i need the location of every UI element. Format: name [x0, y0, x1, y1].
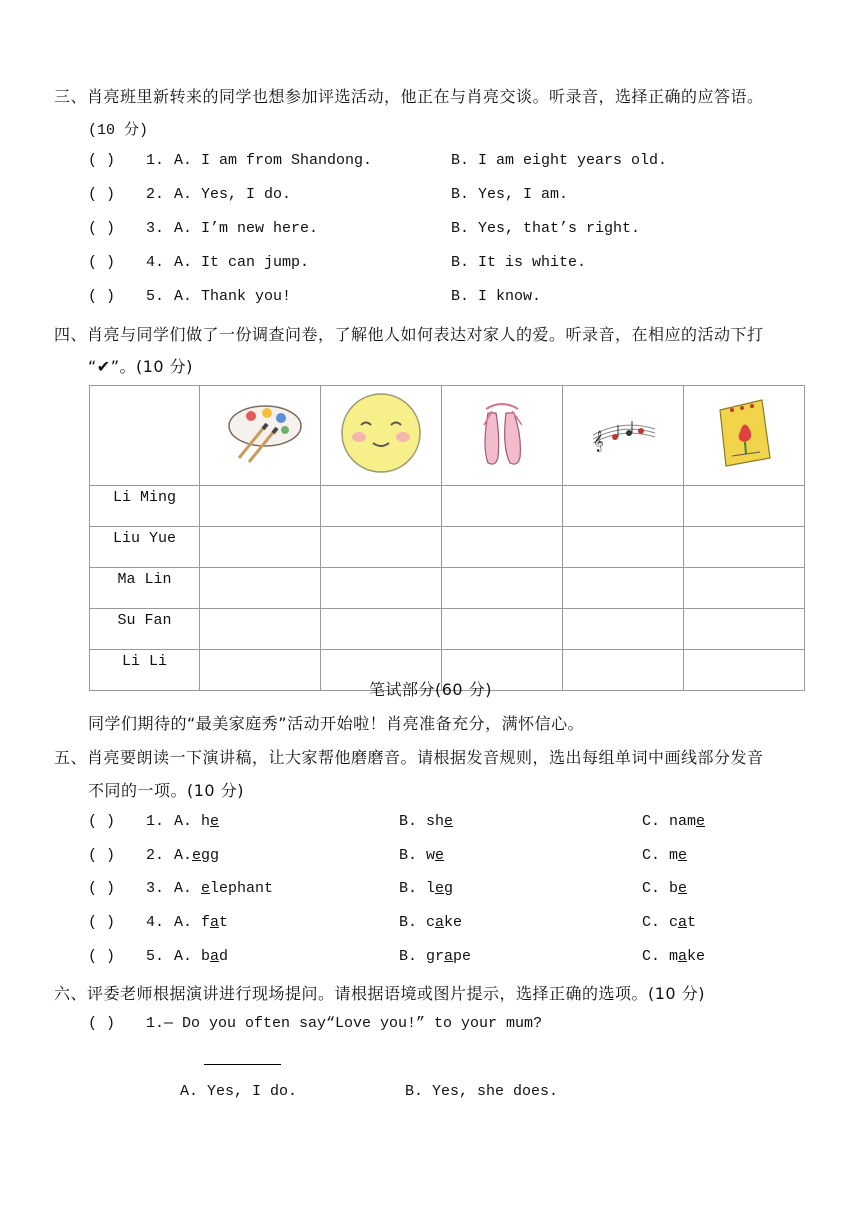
option-a[interactable] — [174, 813, 219, 830]
question-number: 3. — [146, 880, 165, 897]
answer-cell[interactable] — [321, 486, 442, 527]
question-text: 1.— Do you often say“Love you!” to your mum? — [146, 1015, 543, 1032]
section5-heading: 五、肖亮要朗读一下演讲稿，让大家帮他磨磨音。请根据发音规则，选出每组单词中画线部分发音 — [54, 748, 764, 767]
underlined-letter: e — [444, 813, 454, 830]
underlined-letter: e — [696, 813, 706, 830]
option-b[interactable] — [399, 813, 453, 830]
section5-heading2: 不同的一项。(10 分) — [88, 781, 244, 800]
option-prefix: B. w — [399, 847, 436, 864]
answer-bracket[interactable]: ( ) — [88, 847, 116, 864]
underlined-letter: e — [678, 880, 688, 897]
option-suffix: gg — [201, 847, 220, 864]
answer-cell[interactable] — [563, 486, 684, 527]
option-suffix: g — [444, 880, 454, 897]
answer-cell[interactable] — [563, 527, 684, 568]
question-number: 1. — [146, 152, 165, 169]
answer-cell[interactable] — [563, 609, 684, 650]
answer-cell[interactable] — [321, 527, 442, 568]
option-prefix: C. b — [642, 880, 679, 897]
table-row-label: Liu Yue — [90, 527, 200, 568]
question-row — [88, 152, 788, 174]
underlined-letter: a — [435, 914, 445, 931]
option-a[interactable] — [174, 948, 228, 965]
section6-heading: 六、评委老师根据演讲进行现场提问。请根据语境或图片提示，选择正确的选项。(10 分) — [54, 984, 705, 1003]
underlined-letter: e — [435, 847, 445, 864]
option-suffix: t — [687, 914, 697, 931]
intro-text: 同学们期待的“最美家庭秀”活动开始啦！肖亮准备充分，满怀信心。 — [88, 714, 585, 733]
answer-bracket[interactable]: ( ) — [88, 948, 116, 965]
underlined-letter: a — [210, 948, 220, 965]
answer-bracket[interactable]: ( ) — [88, 813, 116, 830]
option-c[interactable] — [642, 914, 696, 931]
question-row — [88, 186, 788, 208]
option-b[interactable]: B. It is white. — [451, 254, 587, 271]
option-b[interactable]: B. Yes, that’s right. — [451, 220, 641, 237]
question-row — [88, 254, 788, 276]
palette-cell[interactable] — [200, 386, 321, 486]
answer-cell[interactable] — [200, 527, 321, 568]
option-suffix: lephant — [210, 880, 274, 897]
option-a[interactable] — [174, 914, 228, 931]
answer-cell[interactable] — [684, 609, 805, 650]
question-number: 5. — [146, 288, 165, 305]
underlined-letter: a — [678, 914, 688, 931]
question-row — [88, 914, 808, 936]
music-notes-icon — [587, 413, 659, 453]
option-prefix: C. m — [642, 948, 679, 965]
option-a[interactable]: A. It can jump. — [174, 254, 310, 271]
underlined-letter: a — [444, 948, 454, 965]
ballet-shoes-icon — [472, 397, 532, 469]
option-prefix: A. — [174, 847, 193, 864]
table-row-label: Li Ming — [90, 486, 200, 527]
section3-score: (10 分) — [88, 122, 149, 139]
greeting-card-cell[interactable] — [684, 386, 805, 486]
option-prefix: A. — [174, 880, 202, 897]
question-number: 2. — [146, 847, 165, 864]
answer-cell[interactable] — [442, 486, 563, 527]
underlined-letter: e — [678, 847, 688, 864]
option-prefix: A. b — [174, 948, 211, 965]
option-c[interactable] — [642, 847, 687, 864]
question-number: 4. — [146, 254, 165, 271]
option-prefix: B. gr — [399, 948, 445, 965]
answer-cell[interactable] — [684, 527, 805, 568]
underlined-letter: a — [210, 914, 220, 931]
option-b[interactable]: B. Yes, I am. — [451, 186, 569, 203]
answer-bracket[interactable]: ( ) — [88, 1015, 116, 1032]
section4-heading2: “✔”。(10 分) — [88, 357, 193, 376]
music-notes-cell[interactable] — [563, 386, 684, 486]
option-a[interactable]: A. I’m new here. — [174, 220, 319, 237]
option-a[interactable]: A. Thank you! — [174, 288, 292, 305]
option-b[interactable] — [399, 914, 462, 931]
underlined-letter: e — [201, 880, 211, 897]
option-prefix: B. l — [399, 880, 436, 897]
empty-header-cell — [90, 386, 200, 486]
question-number: 4. — [146, 914, 165, 931]
option-b[interactable]: B. I know. — [451, 288, 542, 305]
option-a[interactable] — [174, 847, 219, 864]
answer-bracket[interactable]: ( ) — [88, 220, 116, 237]
underlined-letter: a — [678, 948, 688, 965]
answer-cell[interactable] — [200, 609, 321, 650]
option-prefix: C. nam — [642, 813, 697, 830]
section3-heading: 三、肖亮班里新转来的同学也想参加评选活动，他正在与肖亮交谈。听录音，选择正确的应答语。 — [54, 87, 764, 106]
ballet-shoes-cell[interactable] — [442, 386, 563, 486]
answer-bracket[interactable]: ( ) — [88, 880, 116, 897]
option-c[interactable] — [642, 813, 705, 830]
underlined-letter: e — [435, 880, 445, 897]
question-row — [88, 288, 788, 310]
question-row — [88, 813, 808, 835]
answer-bracket[interactable]: ( ) — [88, 152, 116, 169]
answer-cell[interactable] — [563, 650, 684, 691]
answer-cell[interactable] — [442, 609, 563, 650]
question-row — [88, 948, 808, 970]
question-number: 3. — [146, 220, 165, 237]
question-number: 1. — [146, 813, 165, 830]
answer-bracket[interactable]: ( ) — [88, 186, 116, 203]
table-row-label: Li Li — [90, 650, 200, 691]
answer-cell[interactable] — [684, 650, 805, 691]
table-row-label: Su Fan — [90, 609, 200, 650]
question-number: 2. — [146, 186, 165, 203]
option-b[interactable] — [399, 847, 444, 864]
answer-cell[interactable] — [684, 486, 805, 527]
answer-cell[interactable] — [200, 650, 321, 691]
option-b[interactable] — [399, 948, 471, 965]
option-prefix: A. f — [174, 914, 211, 931]
answer-bracket[interactable]: ( ) — [88, 288, 116, 305]
survey-table — [89, 385, 805, 691]
answer-cell[interactable] — [442, 568, 563, 609]
answer-cell[interactable] — [200, 568, 321, 609]
answer-cell[interactable] — [442, 527, 563, 568]
answer-cell[interactable] — [563, 568, 684, 609]
question-number: 5. — [146, 948, 165, 965]
option-suffix: ke — [444, 914, 463, 931]
answer-bracket[interactable]: ( ) — [88, 914, 116, 931]
smiley-cell[interactable] — [321, 386, 442, 486]
question-row — [88, 847, 808, 869]
section4-heading: 四、肖亮与同学们做了一份调查问卷，了解他人如何表达对家人的爱。听录音，在相应的活动下打 — [54, 325, 764, 344]
underlined-letter: e — [192, 847, 202, 864]
option-prefix: B. sh — [399, 813, 445, 830]
option-b[interactable]: B. I am eight years old. — [451, 152, 668, 169]
greeting-card-icon — [714, 396, 774, 470]
answer-cell[interactable] — [200, 486, 321, 527]
question-row — [88, 220, 788, 242]
answer-bracket[interactable]: ( ) — [88, 254, 116, 271]
option-suffix: d — [219, 948, 229, 965]
option-prefix: C. c — [642, 914, 679, 931]
option-b[interactable]: B. Yes, she does. — [405, 1083, 559, 1100]
option-a[interactable]: A. Yes, I do. — [180, 1083, 298, 1100]
svg-text:𝄞: 𝄞 — [593, 431, 604, 452]
underlined-letter: e — [210, 813, 220, 830]
option-c[interactable] — [642, 948, 705, 965]
table-row-label: Ma Lin — [90, 568, 200, 609]
option-a[interactable] — [174, 880, 273, 897]
question-row — [88, 1015, 788, 1037]
question-row — [88, 880, 808, 902]
option-prefix: C. m — [642, 847, 679, 864]
smiley-face-icon — [339, 391, 423, 475]
answer-cell[interactable] — [684, 568, 805, 609]
option-prefix: B. c — [399, 914, 436, 931]
option-suffix: t — [219, 914, 229, 931]
answer-cell[interactable] — [321, 568, 442, 609]
option-suffix: pe — [453, 948, 472, 965]
option-prefix: A. h — [174, 813, 211, 830]
paint-palette-icon — [215, 400, 305, 466]
answer-blank-line[interactable] — [204, 1063, 281, 1065]
option-a[interactable]: A. I am from Shandong. — [174, 152, 373, 169]
written-part-caption: 笔试部分(60 分) — [369, 680, 492, 699]
option-b[interactable] — [399, 880, 453, 897]
option-a[interactable]: A. Yes, I do. — [174, 186, 292, 203]
option-c[interactable] — [642, 880, 687, 897]
option-suffix: ke — [687, 948, 706, 965]
answer-cell[interactable] — [321, 609, 442, 650]
